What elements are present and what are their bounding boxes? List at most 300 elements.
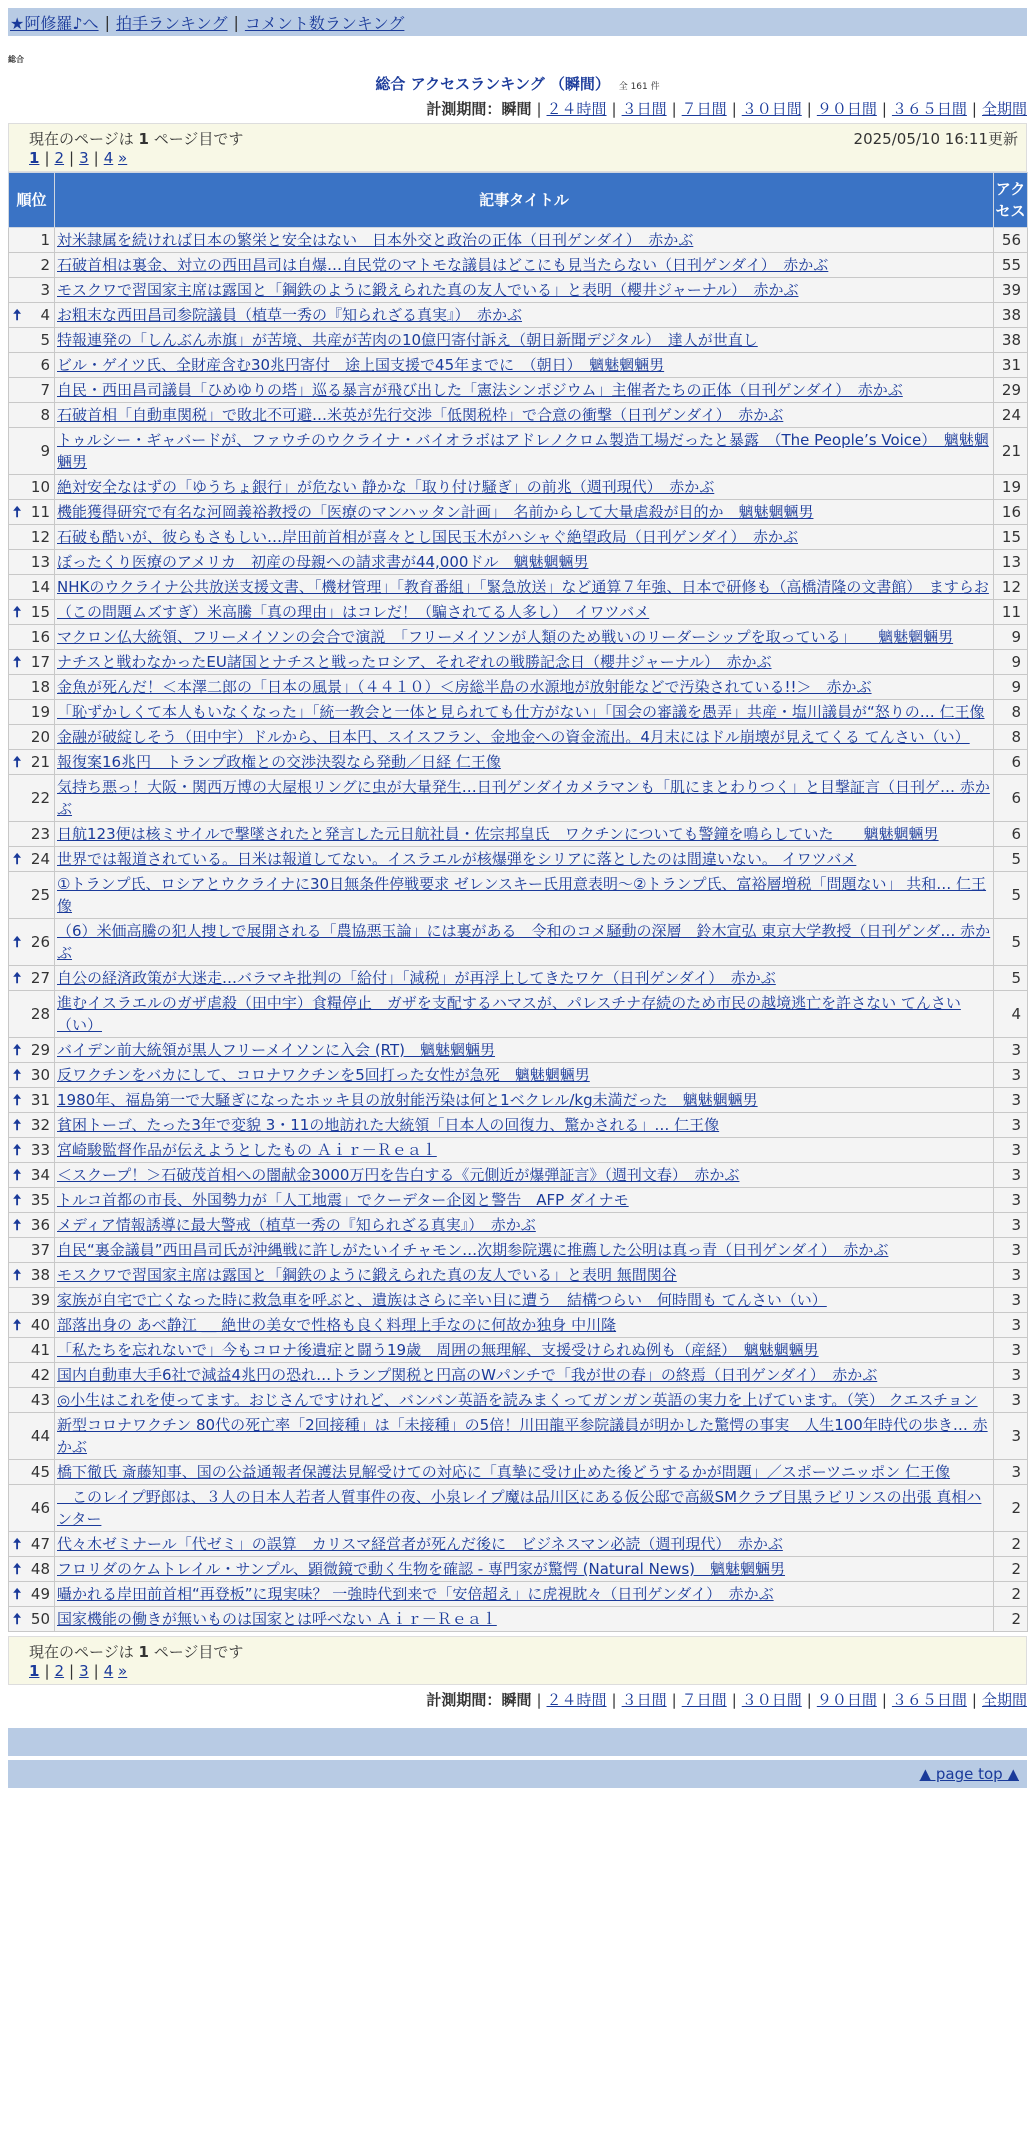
period-separator: | bbox=[731, 1691, 737, 1709]
article-link[interactable]: 自民・西田昌司議員「ひめゆりの塔」巡る暴言が飛び出した「憲法シンポジウム」主催者たちの正体（日刊ゲンダイ） 赤かぶ bbox=[57, 381, 903, 399]
access-count-cell: 2 bbox=[994, 1582, 1028, 1607]
title-cell bbox=[55, 253, 994, 278]
access-count-cell: 15 bbox=[994, 525, 1028, 550]
header-separator: | bbox=[104, 12, 110, 32]
page-title: 総合 アクセスランキング （瞬間） bbox=[375, 75, 610, 93]
period-selector bbox=[0, 1689, 1035, 1710]
rank-cell bbox=[9, 775, 55, 822]
table-row bbox=[9, 1188, 1028, 1213]
col-access-header: アクセス bbox=[994, 173, 1028, 228]
title-cell bbox=[55, 650, 994, 675]
access-count-cell: 3 bbox=[994, 1238, 1028, 1263]
article-link[interactable]: トゥルシー・ギャバードが、ファウチのウクライナ・バイオラボはアドレノクロム製造工場だったと暴露 （The People’s Voice） 魑魅魍魎男 bbox=[57, 431, 989, 471]
rank-cell bbox=[9, 919, 55, 966]
article-link[interactable]: 特報連発の「しんぶん赤旗」が苦境、共産が苦肉の10億円寄付訴え（朝日新聞デジタル） 達人が世直し bbox=[57, 331, 758, 349]
clap-ranking-link[interactable]: 拍手ランキング bbox=[115, 13, 228, 33]
rank-cell bbox=[9, 253, 55, 278]
rank-number: 44 bbox=[30, 1427, 50, 1445]
article-link[interactable]: （6）米価高騰の犯人捜しで展開される「農協悪玉論」には裏がある 令和のコメ騒動の深層 鈴木宣弘 東京大学教授（日刊ゲンダ… 赤かぶ bbox=[57, 922, 991, 962]
title-cell bbox=[55, 1485, 994, 1532]
up-arrow-icon: 🠅 bbox=[13, 1535, 22, 1553]
rank-cell bbox=[9, 428, 55, 475]
table-header-row bbox=[9, 173, 1028, 228]
rank-cell bbox=[9, 1313, 55, 1338]
period-option-link[interactable]: ３０日間 bbox=[741, 100, 802, 118]
rank-number: 46 bbox=[30, 1499, 50, 1517]
title-cell bbox=[55, 1557, 994, 1582]
article-link[interactable]: ぼったくり医療のアメリカ 初産の母親への請求書が44,000ドル 魑魅魍魎男 bbox=[57, 553, 589, 571]
rank-number: 28 bbox=[30, 1005, 50, 1023]
rank-cell bbox=[9, 1413, 55, 1460]
pager-separator: | bbox=[93, 1662, 99, 1680]
next-page-link[interactable]: » bbox=[118, 1662, 128, 1680]
access-count-cell: 8 bbox=[994, 700, 1028, 725]
rank-number: 21 bbox=[30, 753, 50, 771]
page-link[interactable]: 1 bbox=[29, 1662, 40, 1680]
title-cell bbox=[55, 1388, 994, 1413]
period-option-link[interactable]: ２４時間 bbox=[546, 100, 607, 118]
period-label: 計測期間： bbox=[426, 100, 502, 118]
title-cell bbox=[55, 475, 994, 500]
title-cell bbox=[55, 1138, 994, 1163]
access-count-cell: 6 bbox=[994, 775, 1028, 822]
article-link[interactable]: マクロン仏大統領、フリーメイソンの会合で演説 「フリーメイソンが人類のため戦いのリーダーシップを取っている」 魑魅魍魎男 bbox=[57, 628, 954, 646]
article-link[interactable]: ◎小生はこれを使ってます。おじさんですけれど、バンバン英語を読みまくってガンガン英語の実力を上げています。（笑） クエスチョン bbox=[57, 1391, 978, 1409]
title-cell bbox=[55, 822, 994, 847]
access-count-cell: 3 bbox=[994, 1138, 1028, 1163]
title-cell bbox=[55, 1532, 994, 1557]
title-cell bbox=[55, 1460, 994, 1485]
pager bbox=[29, 1662, 1018, 1680]
rank-cell bbox=[9, 991, 55, 1038]
article-link[interactable]: バイデン前大統領が黒人フリーメイソンに入会 (RT) 魑魅魍魎男 bbox=[57, 1041, 496, 1059]
rank-cell bbox=[9, 278, 55, 303]
access-count-cell: 3 bbox=[994, 1038, 1028, 1063]
table-row bbox=[9, 1113, 1028, 1138]
rank-cell bbox=[9, 1607, 55, 1632]
table-row bbox=[9, 650, 1028, 675]
rank-cell bbox=[9, 353, 55, 378]
title-cell bbox=[55, 1063, 994, 1088]
period-option-link[interactable]: ３日間 bbox=[621, 1691, 667, 1709]
table-row bbox=[9, 1063, 1028, 1088]
rank-number: 47 bbox=[30, 1535, 50, 1553]
table-row bbox=[9, 1485, 1028, 1532]
title-cell bbox=[55, 775, 994, 822]
updated-timestamp: 2025/05/10 16:11更新 bbox=[853, 130, 1018, 148]
rank-cell bbox=[9, 600, 55, 625]
rank-number: 17 bbox=[30, 653, 50, 671]
title-cell bbox=[55, 675, 994, 700]
table-row bbox=[9, 1532, 1028, 1557]
title-cell bbox=[55, 847, 994, 872]
title-cell bbox=[55, 872, 994, 919]
access-count-cell: 31 bbox=[994, 353, 1028, 378]
page-link[interactable]: 4 bbox=[103, 1662, 114, 1680]
table-row bbox=[9, 1288, 1028, 1313]
up-arrow-icon: 🠅 bbox=[13, 1116, 22, 1134]
rank-number: 37 bbox=[30, 1241, 50, 1259]
table-row bbox=[9, 228, 1028, 253]
access-count-cell: 3 bbox=[994, 1113, 1028, 1138]
rank-number: 10 bbox=[30, 478, 50, 496]
table-row bbox=[9, 378, 1028, 403]
header-bar bbox=[8, 8, 1027, 36]
up-arrow-icon: 🠅 bbox=[13, 653, 22, 671]
table-row bbox=[9, 1163, 1028, 1188]
rank-number: 5 bbox=[40, 331, 50, 349]
access-count-cell: 6 bbox=[994, 750, 1028, 775]
rank-number: 1 bbox=[40, 231, 50, 249]
page-link[interactable]: 1 bbox=[29, 149, 40, 167]
access-count-cell: 38 bbox=[994, 328, 1028, 353]
article-link[interactable]: 報復案16兆円 トランプ政権との交渉決裂なら発動／日経 仁王像 bbox=[57, 753, 501, 771]
rank-number: 40 bbox=[30, 1316, 50, 1334]
table-row bbox=[9, 278, 1028, 303]
rank-cell bbox=[9, 1532, 55, 1557]
article-link[interactable]: フロリダのケムトレイル・サンプル、顕微鏡で動く生物を確認 - 専門家が驚愕 (Natural News) 魑魅魍魎男 bbox=[57, 1560, 786, 1578]
period-separator: | bbox=[611, 100, 617, 118]
article-link[interactable]: 絶対安全なはずの「ゆうちょ銀行」が危ない 静かな「取り付け騒ぎ」の前兆（週刊現代） 赤かぶ bbox=[57, 478, 715, 496]
title-cell bbox=[55, 1363, 994, 1388]
article-link[interactable]: ナチスと戦わなかったEU諸国とナチスと戦ったロシア、それぞれの戦勝記念日（櫻井ジャーナル） 赤かぶ bbox=[57, 653, 772, 671]
rank-cell bbox=[9, 328, 55, 353]
article-link[interactable]: このレイプ野郎は、３人の日本人若者人質事件の夜、小泉レイプ魔は品川区にある仮公邸で高級SMクラブ目黒ラビリンスの出張 真相ハンター bbox=[57, 1488, 982, 1528]
access-count-cell: 2 bbox=[994, 1485, 1028, 1532]
rank-number: 27 bbox=[30, 969, 50, 987]
article-link[interactable]: 家族が自宅で亡くなった時に救急車を呼ぶと、遺族はさらに辛い目に遭う 結構つらい 何時間も てんさい（い） bbox=[57, 1291, 827, 1309]
up-arrow-icon: 🠅 bbox=[13, 1560, 22, 1578]
pager-separator: | bbox=[44, 149, 50, 167]
comment-ranking-link[interactable]: コメント数ランキング bbox=[244, 13, 405, 33]
rank-number: 3 bbox=[40, 281, 50, 299]
rank-cell bbox=[9, 725, 55, 750]
rank-cell bbox=[9, 1485, 55, 1532]
category-label: 総合 bbox=[8, 55, 24, 64]
table-row bbox=[9, 475, 1028, 500]
up-arrow-icon: 🠅 bbox=[13, 1216, 22, 1234]
rank-cell bbox=[9, 1063, 55, 1088]
table-row bbox=[9, 1460, 1028, 1485]
rank-number: 15 bbox=[30, 603, 50, 621]
table-row bbox=[9, 1582, 1028, 1607]
access-count-cell: 3 bbox=[994, 1288, 1028, 1313]
table-row bbox=[9, 353, 1028, 378]
title-cell bbox=[55, 1238, 994, 1263]
title-cell bbox=[55, 303, 994, 328]
rank-number: 43 bbox=[30, 1391, 50, 1409]
access-count-cell: 19 bbox=[994, 475, 1028, 500]
access-count-cell: 4 bbox=[994, 991, 1028, 1038]
article-link[interactable]: 国内自動車大手6社で減益4兆円の恐れ…トランプ関税と円高のWパンチで「我が世の春」の終焉（日刊ゲンダイ） 赤かぶ bbox=[57, 1366, 878, 1384]
article-link[interactable]: ①トランプ氏、ロシアとウクライナに30日無条件停戦要求 ゼレンスキー氏用意表明〜②トランプ氏、富裕層増税「問題ない」 共和… 仁王像 bbox=[57, 875, 987, 915]
period-option-link[interactable]: ３６５日間 bbox=[891, 100, 967, 118]
article-link[interactable]: 気持ち悪っ！大阪・関西万博の大屋根リングに虫が大量発生…日刊ゲンダイカメラマンも「肌にまとわりつく」と目撃証言（日刊ゲ… 赤かぶ bbox=[57, 778, 990, 818]
period-separator: | bbox=[881, 1691, 887, 1709]
access-count-cell: 21 bbox=[994, 428, 1028, 475]
rank-cell bbox=[9, 1088, 55, 1113]
current-page-text: 現在のページは 1 ページ目です bbox=[29, 1643, 244, 1661]
title-cell bbox=[55, 428, 994, 475]
period-option-link[interactable]: ３日間 bbox=[621, 100, 667, 118]
access-count-cell: 3 bbox=[994, 1388, 1028, 1413]
period-separator: | bbox=[881, 100, 887, 118]
access-count-cell: 16 bbox=[994, 500, 1028, 525]
access-count-cell: 3 bbox=[994, 1163, 1028, 1188]
access-count-cell: 2 bbox=[994, 1607, 1028, 1632]
title-cell bbox=[55, 278, 994, 303]
period-option-link[interactable]: ９０日間 bbox=[816, 1691, 877, 1709]
article-link[interactable]: 「恥ずかしくて本人もいなくなった」「統一教会と一体と見られても仕方がない」「国会の審議を愚弄」共産・塩川議員が“怒りの… 仁王像 bbox=[57, 703, 985, 721]
page-link[interactable]: 4 bbox=[103, 149, 114, 167]
up-arrow-icon: 🠅 bbox=[13, 1066, 22, 1084]
article-link[interactable]: トルコ首都の市長、外国勢力が「人工地震」でクーデター企図と警告 AFP ダイナモ bbox=[57, 1191, 629, 1209]
rank-number: 39 bbox=[30, 1291, 50, 1309]
rank-number: 14 bbox=[30, 578, 50, 596]
pager-separator: | bbox=[69, 149, 75, 167]
rank-cell bbox=[9, 1163, 55, 1188]
page-link[interactable]: 2 bbox=[54, 149, 65, 167]
access-count-cell: 3 bbox=[994, 1088, 1028, 1113]
table-row bbox=[9, 1138, 1028, 1163]
access-count-cell: 6 bbox=[994, 822, 1028, 847]
up-arrow-icon: 🠅 bbox=[13, 1266, 22, 1284]
rank-cell bbox=[9, 847, 55, 872]
rank-number: 29 bbox=[30, 1041, 50, 1059]
rank-number: 35 bbox=[30, 1191, 50, 1209]
article-link[interactable]: モスクワで習国家主席は露国と「鋼鉄のように鍛えられた真の友人でいる」と表明（櫻井ジャーナル） 赤かぶ bbox=[57, 281, 799, 299]
article-link[interactable]: 石破首相「自動車関税」で敗北不可避…米英が先行交渉「低関税枠」で合意の衝撃（日刊ゲンダイ） 赤かぶ bbox=[57, 406, 784, 424]
access-count-cell: 3 bbox=[994, 1188, 1028, 1213]
article-link[interactable]: 国家機能の働きが無いものは国家とは呼べない Ａｉｒ－Ｒｅａｌ bbox=[57, 1610, 497, 1628]
up-arrow-icon: 🠅 bbox=[13, 306, 22, 324]
rank-cell bbox=[9, 1238, 55, 1263]
up-arrow-icon: 🠅 bbox=[13, 1041, 22, 1059]
article-link[interactable]: 囁かれる岸田前首相“再登板”に現実味？ 一強時代到来で「安倍超え」に虎視眈々（日刊ゲンダイ） 赤かぶ bbox=[57, 1585, 774, 1603]
rank-number: 13 bbox=[30, 553, 50, 571]
access-count-cell: 5 bbox=[994, 919, 1028, 966]
article-link[interactable]: 橋下徹氏 斎藤知事、国の公益通報者保護法見解受けての対応に「真摯に受け止めた後どうするかが問題」／スポーツニッポン 仁王像 bbox=[57, 1463, 951, 1481]
period-option-link[interactable]: ３６５日間 bbox=[891, 1691, 967, 1709]
period-option-link[interactable]: 全期間 bbox=[981, 1691, 1027, 1709]
table-row bbox=[9, 1238, 1028, 1263]
rank-cell bbox=[9, 1557, 55, 1582]
title-cell bbox=[55, 1313, 994, 1338]
title-cell bbox=[55, 1163, 994, 1188]
article-link[interactable]: 対米隷属を続ければ日本の繁栄と安全はない 日本外交と政治の正体（日刊ゲンダイ） 赤かぶ bbox=[57, 231, 694, 249]
rank-number: 45 bbox=[30, 1463, 50, 1481]
period-separator: | bbox=[611, 1691, 617, 1709]
rank-cell bbox=[9, 675, 55, 700]
table-row bbox=[9, 500, 1028, 525]
rank-cell bbox=[9, 1138, 55, 1163]
total-count: 全 161 件 bbox=[618, 82, 660, 92]
article-link[interactable]: 自民“裏金議員”西田昌司氏が沖縄戦に許しがたいイチャモン…次期参院選に推薦した公明は真っ青（日刊ゲンダイ） 赤かぶ bbox=[57, 1241, 889, 1259]
access-count-cell: 3 bbox=[994, 1338, 1028, 1363]
period-option-link[interactable]: 全期間 bbox=[981, 100, 1027, 118]
article-link[interactable]: 宮崎駿監督作品が伝えようとしたもの Ａｉｒ－Ｒｅａｌ bbox=[57, 1141, 437, 1159]
rank-number: 20 bbox=[30, 728, 50, 746]
title-cell bbox=[55, 525, 994, 550]
access-count-cell: 9 bbox=[994, 675, 1028, 700]
rank-number: 25 bbox=[30, 886, 50, 904]
period-option-link[interactable]: ３０日間 bbox=[741, 1691, 802, 1709]
up-arrow-icon: 🠅 bbox=[13, 1191, 22, 1209]
rank-number: 36 bbox=[30, 1216, 50, 1234]
access-count-cell: 2 bbox=[994, 1532, 1028, 1557]
rank-number: 22 bbox=[30, 789, 50, 807]
article-link[interactable]: 「私たちを忘れないで」今もコロナ後遺症と闘う19歳 周囲の無理解、支援受けられぬ例も（産経） 魑魅魍魎男 bbox=[57, 1341, 819, 1359]
period-option-link[interactable]: ２４時間 bbox=[546, 1691, 607, 1709]
access-count-cell: 39 bbox=[994, 278, 1028, 303]
period-option-link[interactable]: ７日間 bbox=[681, 1691, 727, 1709]
article-link[interactable]: メディア情報誘導に最大警戒（植草一秀の『知られざる真実』） 赤かぶ bbox=[57, 1216, 536, 1234]
table-row bbox=[9, 725, 1028, 750]
pager-separator: | bbox=[69, 1662, 75, 1680]
up-arrow-icon: 🠅 bbox=[13, 1585, 22, 1603]
title-cell bbox=[55, 1582, 994, 1607]
access-count-cell: 29 bbox=[994, 378, 1028, 403]
current-page-text: 現在のページは 1 ページ目です bbox=[29, 130, 244, 148]
article-link[interactable]: 部落出身の あべ静江 ＿ 絶世の美女で性格も良く料理上手なのに何故か独身 中川隆 bbox=[57, 1316, 617, 1334]
title-cell bbox=[55, 1263, 994, 1288]
rank-cell bbox=[9, 1038, 55, 1063]
table-row bbox=[9, 428, 1028, 475]
rank-number: 19 bbox=[30, 703, 50, 721]
rank-cell bbox=[9, 550, 55, 575]
rank-number: 32 bbox=[30, 1116, 50, 1134]
up-arrow-icon: 🠅 bbox=[13, 1091, 22, 1109]
rank-cell bbox=[9, 475, 55, 500]
rank-cell bbox=[9, 1582, 55, 1607]
table-row bbox=[9, 1213, 1028, 1238]
access-count-cell: 2 bbox=[994, 1557, 1028, 1582]
rank-number: 33 bbox=[30, 1141, 50, 1159]
title-cell bbox=[55, 1413, 994, 1460]
access-count-cell: 9 bbox=[994, 650, 1028, 675]
article-link[interactable]: 日航123便は核ミサイルで撃墜されたと発言した元日航社員・佐宗邦皇氏 ワクチンについても警鐘を鳴らしていた 魑魅魍魎男 bbox=[57, 825, 939, 843]
period-separator: | bbox=[806, 1691, 812, 1709]
rank-number: 11 bbox=[30, 503, 50, 521]
period-current: 瞬間 bbox=[501, 1691, 532, 1709]
table-row bbox=[9, 1557, 1028, 1582]
rank-number: 12 bbox=[30, 528, 50, 546]
table-row bbox=[9, 872, 1028, 919]
rank-cell bbox=[9, 1460, 55, 1485]
page-top-link[interactable]: ▲ page top ▲ bbox=[919, 1765, 1019, 1783]
article-link[interactable]: ＜スクープ！＞石破茂首相への闇献金3000万円を告白する《元側近が爆弾証言》（週刊文春） 赤かぶ bbox=[57, 1166, 740, 1184]
access-count-cell: 13 bbox=[994, 550, 1028, 575]
rank-number: 2 bbox=[40, 256, 50, 274]
article-link[interactable]: 反ワクチンをバカにして、コロナワクチンを5回打った女性が急死 魑魅魍魎男 bbox=[57, 1066, 590, 1084]
title-cell bbox=[55, 403, 994, 428]
title-cell bbox=[55, 1338, 994, 1363]
table-row bbox=[9, 550, 1028, 575]
article-link[interactable]: 金融が破綻しそう（田中宇）ドルから、日本円、スイスフラン、金地金への資金流出。4月末にはドル崩壊が見えてくる てんさい（い） bbox=[57, 728, 970, 746]
table-row bbox=[9, 1088, 1028, 1113]
period-option-link[interactable]: ９０日間 bbox=[816, 100, 877, 118]
rank-number: 24 bbox=[30, 850, 50, 868]
page-link[interactable]: 3 bbox=[79, 1662, 89, 1680]
article-link[interactable]: お粗末な西田昌司参院議員（植草一秀の『知られざる真実』） 赤かぶ bbox=[57, 306, 523, 324]
page-link[interactable]: 3 bbox=[79, 149, 89, 167]
rank-cell bbox=[9, 625, 55, 650]
table-row bbox=[9, 1363, 1028, 1388]
rank-cell bbox=[9, 1388, 55, 1413]
rank-number: 42 bbox=[30, 1366, 50, 1384]
table-row bbox=[9, 966, 1028, 991]
ranking-table bbox=[8, 172, 1028, 1632]
period-option-link[interactable]: ７日間 bbox=[681, 100, 727, 118]
article-link[interactable]: 石破も酷いが、彼らもさもしい…岸田前首相が喜々とし国民玉木がハシャぐ絶望政局（日刊ゲンダイ） 赤かぶ bbox=[57, 528, 799, 546]
footer-bar bbox=[8, 1728, 1027, 1756]
article-link[interactable]: 貧困トーゴ、たった3年で変貌 3・11の地訪れた大統領「日本人の回復力、驚かされる」… 仁王像 bbox=[57, 1116, 720, 1134]
period-separator: | bbox=[971, 1691, 977, 1709]
title-cell bbox=[55, 991, 994, 1038]
article-link[interactable]: ビル・ゲイツ氏、全財産含む30兆円寄付 途上国支援で45年までに （朝日） 魑魅魍魎男 bbox=[57, 356, 665, 374]
rank-cell bbox=[9, 1188, 55, 1213]
access-count-cell: 12 bbox=[994, 575, 1028, 600]
rank-cell bbox=[9, 750, 55, 775]
title-cell bbox=[55, 1113, 994, 1138]
article-link[interactable]: モスクワで習国家主席は露国と「鋼鉄のように鍛えられた真の友人でいる」と表明 無間関谷 bbox=[57, 1266, 677, 1284]
access-count-cell: 3 bbox=[994, 1313, 1028, 1338]
article-link[interactable]: 自公の経済政策が大迷走…バラマキ批判の「給付」「減税」が再浮上してきたワケ（日刊ゲンダイ） 赤かぶ bbox=[57, 969, 776, 987]
rank-cell bbox=[9, 822, 55, 847]
rank-number: 26 bbox=[30, 933, 50, 951]
table-row bbox=[9, 575, 1028, 600]
article-link[interactable]: 世界では報道されている。日米は報道してない。イスラエルが核爆弾をシリアに落としたのは間違いない。 イワツバメ bbox=[57, 850, 857, 868]
rank-cell bbox=[9, 403, 55, 428]
article-link[interactable]: 金魚が死んだ！＜本澤二郎の「日本の風景」（４４１０）＜房総半島の水源地が放射能などで汚染されている!!＞ 赤かぶ bbox=[57, 678, 872, 696]
next-page-link[interactable]: » bbox=[118, 149, 128, 167]
title-cell bbox=[55, 353, 994, 378]
home-link[interactable]: ★阿修羅♪へ bbox=[10, 13, 99, 33]
access-count-cell: 38 bbox=[994, 303, 1028, 328]
article-link[interactable]: 機能獲得研究で有名な河岡義裕教授の「医療のマンハッタン計画」 名前からして大量虐殺が目的か 魑魅魍魎男 bbox=[57, 503, 814, 521]
access-count-cell: 5 bbox=[994, 847, 1028, 872]
rank-number: 50 bbox=[30, 1610, 50, 1628]
article-link[interactable]: 進むイスラエルのガザ虐殺（田中宇）食糧停止 ガザを支配するハマスが、パレスチナ存続のため市民の越境逃亡を許さない てんさい（い） bbox=[57, 994, 961, 1034]
page-link[interactable]: 2 bbox=[54, 1662, 65, 1680]
article-link[interactable]: 新型コロナワクチン 80代の死亡率「2回接種」は「未接種」の5倍！川田龍平参院議員が明かした驚愕の事実 人生100年時代の歩き… 赤かぶ bbox=[57, 1416, 988, 1456]
table-row bbox=[9, 675, 1028, 700]
title-cell bbox=[55, 625, 994, 650]
up-arrow-icon: 🠅 bbox=[13, 969, 22, 987]
rank-cell bbox=[9, 966, 55, 991]
rank-number: 48 bbox=[30, 1560, 50, 1578]
table-row bbox=[9, 525, 1028, 550]
title-cell bbox=[55, 1288, 994, 1313]
title-cell bbox=[55, 328, 994, 353]
title-cell bbox=[55, 1088, 994, 1113]
access-count-cell: 5 bbox=[994, 966, 1028, 991]
period-label: 計測期間： bbox=[426, 1691, 502, 1709]
table-row bbox=[9, 1038, 1028, 1063]
article-link[interactable]: 1980年、福島第一で大騒ぎになったホッキ貝の放射能汚染は何と1ベクレル/kg未満だった 魑魅魍魎男 bbox=[57, 1091, 758, 1109]
title-cell bbox=[55, 700, 994, 725]
title-cell bbox=[55, 500, 994, 525]
article-link[interactable]: 代々木ゼミナール「代ゼミ」の誤算 カリスマ経営者が死んだ後に ビジネスマン必読（週刊現代） 赤かぶ bbox=[57, 1535, 783, 1553]
rank-number: 41 bbox=[30, 1341, 50, 1359]
table-row bbox=[9, 625, 1028, 650]
col-rank-header: 順位 bbox=[9, 173, 55, 228]
table-row bbox=[9, 403, 1028, 428]
article-link[interactable]: 石破首相は裏金、対立の西田昌司は自爆…自民党のマトモな議員はどこにも見当たらない（日刊ゲンダイ） 赤かぶ bbox=[57, 256, 829, 274]
header-separator: | bbox=[233, 12, 239, 32]
article-link[interactable]: NHKのウクライナ公共放送支援文書、「機材管理」「教育番組」「緊急放送」など通算７年強、日本で研修も（高橋清隆の文書館） ますらお bbox=[57, 578, 989, 596]
article-link[interactable]: （この問題ムズすぎ）米高騰「真の理由」はコレだ！（騙されてる人多し） イワツバメ bbox=[57, 603, 650, 621]
